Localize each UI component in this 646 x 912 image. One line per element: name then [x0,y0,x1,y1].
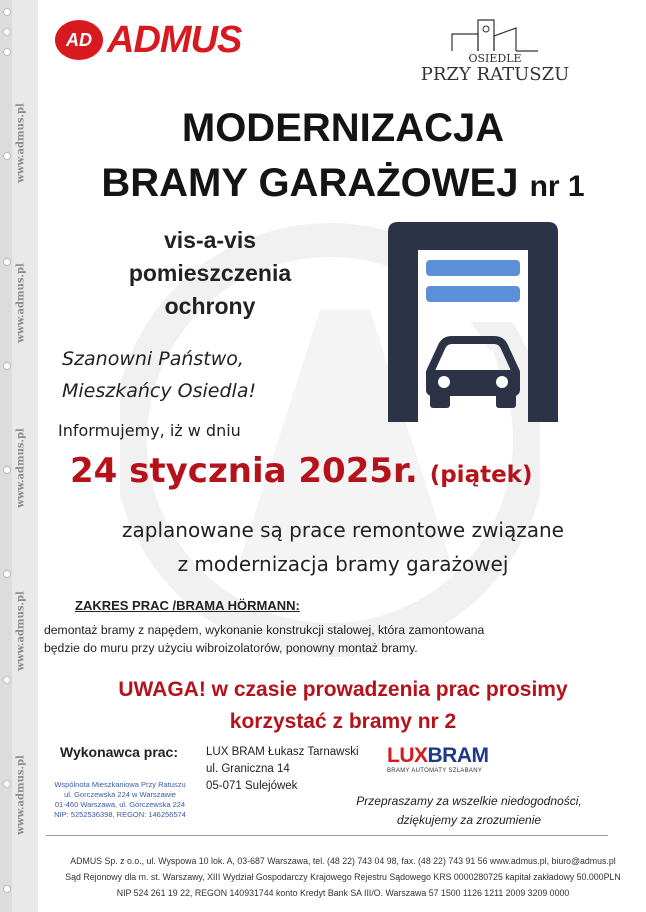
title-line-1: MODERNIZACJA [181,106,505,150]
community-stamp: Wspólnota Mieszkaniowa Przy Ratuszu ul. Gorczewska 224 w Warszawie 01-460 Warszawa, ul. Górczewska 224 NIP: 5252536398, REGON: 146256574 [54,780,186,819]
scope-body [44,621,634,657]
planned-line-1: zaplanowane są prace remontowe związane [122,518,564,542]
footer-line-1: ADMUS Sp. z o.o., ul. Wyspowa 10 lok. A, 03-687 Warszawa, tel. (48 22) 743 04 98, fax. (48 22) 743 91 56 www.admus.pl, biuro@admus.pl [70,856,616,866]
admus-logo-mark: AD [66,30,92,50]
scope-heading: ZAKRES PRAC /BRAMA HÖRMANN: [75,598,300,613]
contractor-name: LUX BRAM Łukasz Tarnawski [206,746,359,758]
apology-line-1: Przepraszamy za wszelkie niedogodności, [356,794,582,808]
binder-hole [3,8,11,16]
contractor-street: ul. Graniczna 14 [206,763,290,775]
greeting [62,343,256,407]
estate-logo-top: OSIEDLE [468,52,522,65]
warning-line-2: korzystać z bramy nr 2 [229,710,457,733]
footer-divider [46,835,608,836]
luxbram-tagline: BRAMY AUTOMATY SZLABANY [387,768,483,774]
contractor-label: Wykonawca prac: [60,744,179,760]
subtitle-line-3: ochrony [164,293,256,319]
warning-line-1: UWAGA! w czasie prowadzenia prac prosimy [118,678,568,701]
apology-line-2: dziękujemy za zrozumienie [396,813,542,827]
title-number: nr 1 [529,170,585,203]
work-date-weekday: (piątek) [429,462,533,488]
footer-line-3: NIP 524 261 19 22, REGON 140931744 konto Kredyt Bank SA III/O. Warszawa 57 1500 1126 1211 2009 3209 0000 [116,888,570,898]
sidebar-url: www.admus.pl [15,590,27,671]
garage-car-icon [388,222,558,422]
work-date [70,451,590,491]
apology-text [344,792,594,830]
luxbram-logo-text: LUXBRAM [387,744,489,767]
intro-text: Informujemy, iż w dniu [58,421,241,440]
luxbram-logo [387,744,497,776]
scope-line-2: będzie do muru przy użyciu wibroizolatorów, ponowny montaż bramy. [44,641,418,655]
title-main: BRAMY GARAŻOWEJ [101,161,519,205]
title-line-2 [40,163,646,207]
estate-logo [420,18,570,85]
binder-sidebar [0,0,38,912]
greeting-line-2: Mieszkańcy Osiedla! [62,380,257,402]
subtitle-line-1: vis-a-vis [163,227,257,253]
binder-hole [3,885,11,893]
subtitle-line-2: pomieszczenia [128,260,292,286]
sidebar-url: www.admus.pl [15,102,27,183]
footer-line-2: Sąd Rejonowy dla m. st. Warszawy, XIII Wydział Gospodarczy Krajowego Rejestru Sądowego KRS 0000280725 kapitał zakładowy 50.000PLN [65,872,621,882]
binder-hole [3,48,11,56]
estate-logo-bottom: PRZY RATUSZU [420,64,570,85]
scope-line-1: demontaż bramy z napędem, wykonanie konstrukcji stalowej, która zamontowana [44,623,485,637]
planned-line-2: z modernizacja bramy garażowej [177,552,509,576]
admus-logo-text: ADMUS [107,19,242,61]
sidebar-url: www.admus.pl [15,754,27,835]
binder-hole [3,28,11,36]
greeting-line-1: Szanowni Państwo, [62,348,244,370]
admus-logo [55,18,285,62]
contractor-address [206,744,359,795]
contractor-city: 05-071 Sulejówek [206,780,298,792]
town-hall-building-icon [450,18,540,52]
sidebar-url: www.admus.pl [15,262,27,343]
sidebar-url: www.admus.pl [15,427,27,508]
work-date-main: 24 stycznia 2025r. [70,451,418,491]
